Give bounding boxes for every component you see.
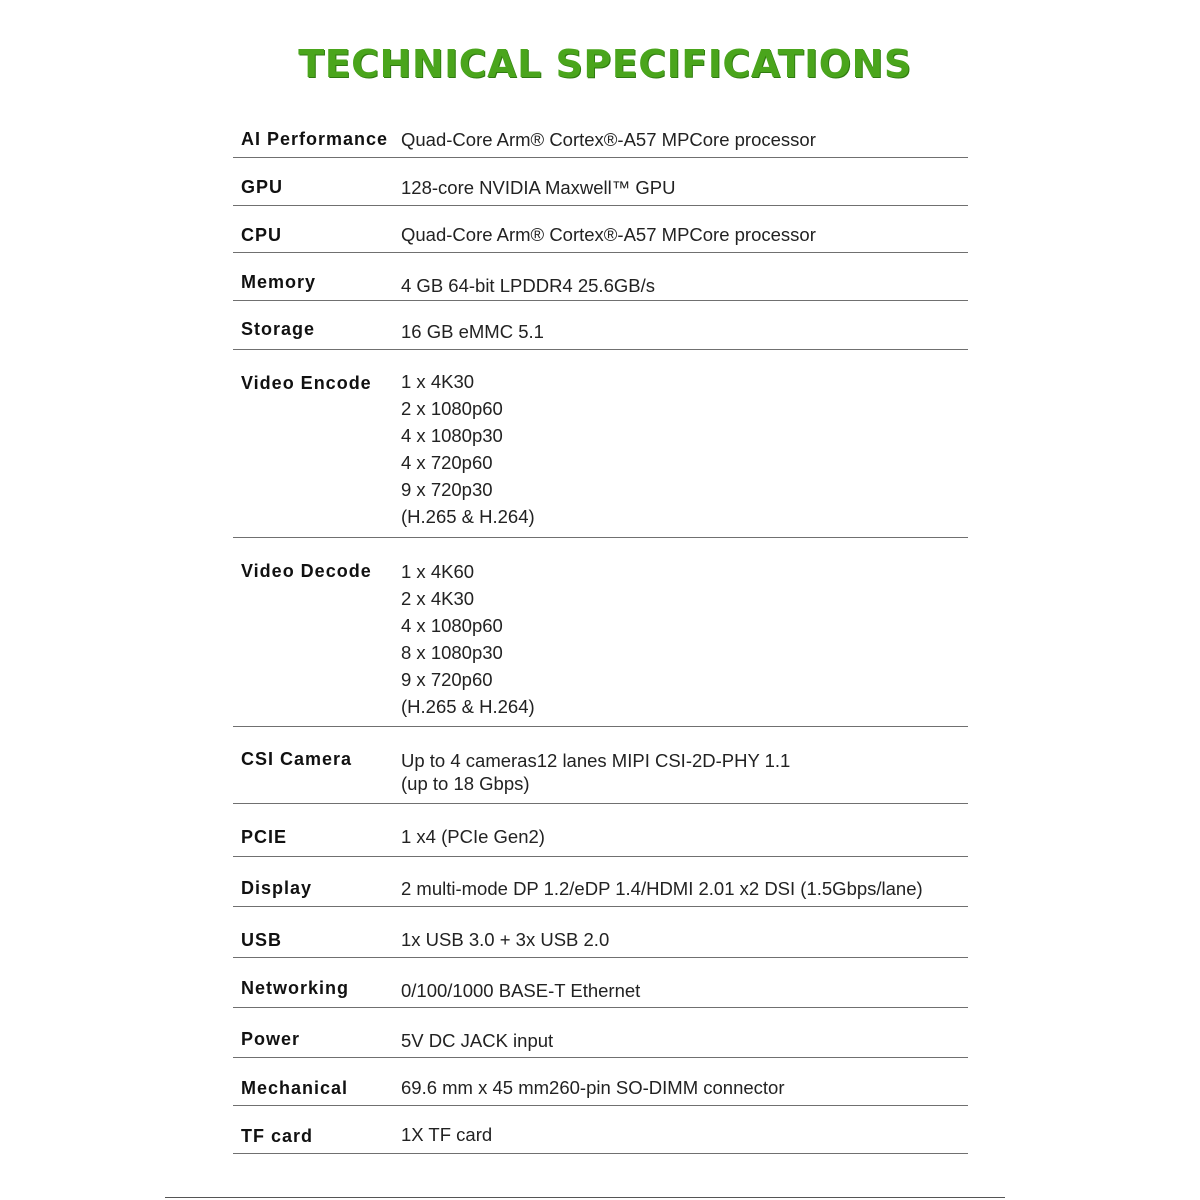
spec-row-gpu bbox=[233, 158, 968, 206]
spec-label: USB bbox=[241, 930, 283, 950]
spec-value: Quad-Core Arm® Cortex®-A57 MPCore processor bbox=[401, 224, 816, 245]
spec-label: Display bbox=[241, 878, 313, 898]
spec-value: Quad-Core Arm® Cortex®-A57 MPCore processor bbox=[401, 129, 816, 150]
spec-row-pcie bbox=[233, 804, 968, 857]
spec-value: 4 GB 64-bit LPDDR4 25.6GB/s bbox=[401, 275, 655, 296]
spec-row-networking bbox=[233, 958, 968, 1008]
spec-value: 1x USB 3.0 + 3x USB 2.0 bbox=[401, 929, 610, 950]
spec-row-ai-performance bbox=[233, 112, 968, 158]
spec-label: Storage bbox=[241, 319, 316, 339]
spec-row-mechanical bbox=[233, 1058, 968, 1106]
page-title: TECHNICAL SPECIFICATIONS bbox=[298, 42, 912, 86]
spec-value: Up to 4 cameras12 lanes MIPI CSI-2D-PHY 1.1 (up to 18 Gbps) bbox=[401, 750, 791, 794]
spec-row-video-decode bbox=[233, 538, 968, 727]
spec-value: 1 x 4K60 2 x 4K30 4 x 1080p60 8 x 1080p30 9 x 720p60 (H.265 & H.264) bbox=[401, 561, 535, 717]
spec-value: 1X TF card bbox=[401, 1124, 493, 1145]
spec-value: 5V DC JACK input bbox=[401, 1030, 554, 1051]
spec-label: GPU bbox=[241, 177, 284, 197]
spec-label: PCIE bbox=[241, 827, 288, 847]
spec-row-power bbox=[233, 1008, 968, 1058]
spec-row-memory bbox=[233, 253, 968, 301]
spec-row-usb bbox=[233, 907, 968, 958]
spec-row-display bbox=[233, 857, 968, 907]
spec-label: Memory bbox=[241, 272, 317, 292]
spec-value: 0/100/1000 BASE-T Ethernet bbox=[401, 980, 641, 1001]
spec-label: CSI Camera bbox=[241, 749, 353, 769]
spec-label: Networking bbox=[241, 978, 350, 998]
spec-value: 16 GB eMMC 5.1 bbox=[401, 321, 544, 342]
spec-value: 1 x 4K30 2 x 1080p60 4 x 1080p30 4 x 720p60 9 x 720p30 (H.265 & H.264) bbox=[401, 371, 535, 527]
spec-row-csi-camera bbox=[233, 727, 968, 804]
spec-value: 128-core NVIDIA Maxwell™ GPU bbox=[401, 177, 676, 198]
spec-value: 69.6 mm x 45 mm260-pin SO-DIMM connector bbox=[401, 1077, 785, 1098]
spec-row-cpu bbox=[233, 206, 968, 253]
spec-row-video-encode bbox=[233, 350, 968, 538]
spec-label: Video Decode bbox=[241, 561, 372, 581]
spec-label: TF card bbox=[241, 1126, 314, 1146]
page-bottom-divider bbox=[165, 1197, 1005, 1198]
spec-row-tf-card bbox=[233, 1106, 968, 1154]
spec-label: AI Performance bbox=[241, 129, 389, 149]
spec-label: Power bbox=[241, 1029, 301, 1049]
spec-value: 1 x4 (PCIe Gen2) bbox=[401, 826, 545, 847]
spec-label: Video Encode bbox=[241, 373, 372, 393]
spec-row-storage bbox=[233, 301, 968, 350]
spec-label: Mechanical bbox=[241, 1078, 349, 1098]
spec-value: 2 multi-mode DP 1.2/eDP 1.4/HDMI 2.01 x2 DSI (1.5Gbps/lane) bbox=[401, 878, 923, 899]
spec-label: CPU bbox=[241, 225, 283, 245]
